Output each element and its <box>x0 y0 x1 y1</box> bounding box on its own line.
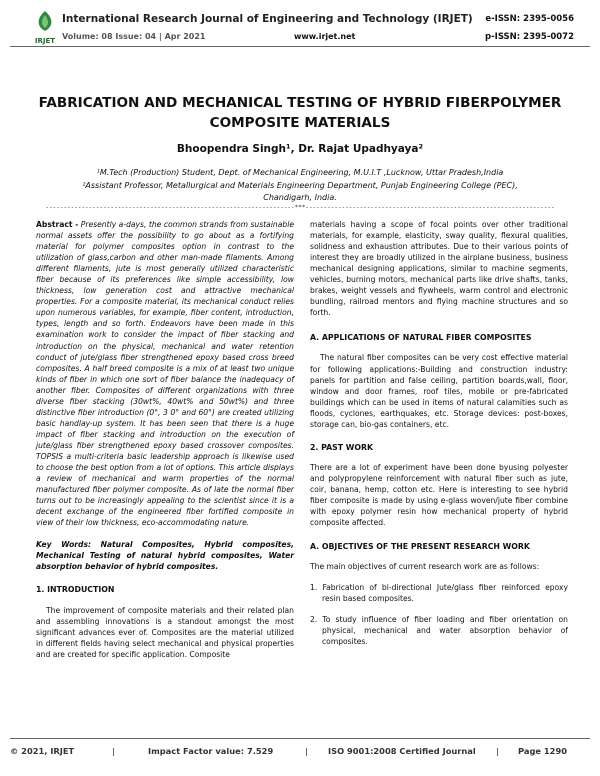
abstract <box>36 219 294 528</box>
introduction-continued: materials having a scope of focal points over other traditional materials, for example, elasticity, sway quality, flexural qualities, solidness and exhaustion attributes. Due to their various points of interest they are broadly utilized in the airplane business, business mechanical designing applications, similar to machine segments, vehicles, burning motors, mechanical parts like drive shafts, tanks, brakes, weight vessels and flywheels, warm control and electronic bundling, railroad mentors and flying machine structures and so forth. <box>310 220 568 318</box>
header-rule <box>10 46 590 47</box>
affiliation-2-line-1: ²Assistant Professor, Metallurgical and Materials Engineering Department, Punjab Engineering College (PEC), <box>82 181 518 190</box>
logo-text: IRJET <box>34 37 56 45</box>
copyright: © 2021, IRJET <box>10 746 75 756</box>
irjet-logo <box>32 10 58 46</box>
volume-issue: Volume: 08 Issue: 04 | Apr 2021 <box>62 32 206 41</box>
right-column <box>310 219 568 657</box>
journal-website[interactable]: www.irjet.net <box>294 32 356 41</box>
affiliation-1: ¹M.Tech (Production) Student, Dept. of Mechanical Engineering, M.U.I.T ,Lucknow, Uttar Pradesh,India <box>96 168 504 177</box>
paper-title <box>30 93 570 133</box>
p-issn: p-ISSN: 2395-0072 <box>485 32 574 42</box>
affiliation-2 <box>20 180 580 204</box>
keywords: Key Words: Natural Composites, Hybrid composites, Mechanical Testing of natural hybrid composites, Water absorption behavior of hybrid composites. <box>36 540 294 572</box>
objectives-intro: The main objectives of current research work are as follows: <box>310 562 540 572</box>
abstract-label: Abstract - <box>36 220 79 229</box>
impact-factor: Impact Factor value: 7.529 <box>148 746 274 756</box>
past-work-heading: 2. PAST WORK <box>310 442 374 452</box>
introduction-text: The improvement of composite materials and their related plan and assembling innovations is a standout amongst the most significant advances ever of. Composites are the material utilized in different fields having select mechanical and physical properties and are created for specific application. Composite <box>36 605 294 659</box>
footer-separator: | <box>112 746 116 756</box>
footer-separator: | <box>496 746 500 756</box>
applications-heading: A. APPLICATIONS OF NATURAL FIBER COMPOSITES <box>310 333 532 343</box>
past-work-text: There are a lot of experiment have been done byusing polyester and polypropylene reinforcement with natural fiber such as jute, coir, banana, hemp, cotton etc. Here is interesting to see hybrid fiber composite is made by using e-glass woven/jute fiber combine with epoxy polymer resin how mechanical property of hybrid composite affected. <box>310 462 568 528</box>
introduction-heading: 1. INTRODUCTION <box>36 585 115 595</box>
left-column <box>36 219 294 660</box>
applications-text: The natural fiber composites can be very cost effective material for following applications:-Building and construction industry: panels for partition and false ceiling, partition boards,wall, floor, window and door frames, roof tiles, mobile or pre-fabricated buildings which can be used in items of natural calamities such as floods, cyclones, earthquakes, etc. Storage devices: post-boxes, storage can, bio-gas containers, etc. <box>310 353 568 429</box>
journal-name: International Research Journal of Engineering and Technology (IRJET) <box>62 13 473 25</box>
objectives-heading: A. OBJECTIVES OF THE PRESENT RESEARCH WORK <box>310 542 530 552</box>
section-separator: ---------------------------------------------------------------------***--------------------------------------------------------------------- <box>45 204 555 211</box>
e-issn: e-ISSN: 2395-0056 <box>485 14 574 24</box>
objective-1: 1. Fabrication of bi-directional Jute/glass fiber reinforced epoxy resin based composites. <box>310 583 568 604</box>
abstract-text: Presently a-days, the common strands from sustainable normal assets offer the possibility to go about as a fortifying material for polymer composites option in contrast to the utilization of glass,carbon and other man-made filaments. Among different filaments, jute is most generally utilized characteristic fiber because of its preferences like simple accessibility, low thickness, low generation cost and attractive mechanical properties. For a composite material, its mechanical conduct relies upon numerous variables, for example, fiber content, introduction, types, length and so forth. Endeavors have been made in this examination work to consider the impact of fiber stacking and introduction on the physical, mechanical and water retention conduct of jute/glass fiber strengthened epoxy based cross breed composites. A half breed composite is a mix of at least two unique kinds of fiber in which one sort of fiber balance the inadequacy of another fiber. Composites of different organizations with three diverse fiber stacking (30wt%, 40wt% and 50wt%) and three distinctive fiber introduction (0°, 3 0° and 60°) are created utilizing basic handlay-up system. It has been seen that there is a huge impact of fiber stacking and introduction on the execution of jute/glass fiber strengthened epoxy based crossover composites. TOPSIS a multi-criteria basic leadership approach is likewise used to choose the best option from a lot of options. This article displays a review of mechanical and warm properties of the normal manufactured fiber polymer composite. As of late the normal fiber turns out to be increasingly appealing to the scientist since it is a decent exchange of the engineered fiber fortified composite in view of their low thickness, eco-accommodating nature. <box>36 220 294 528</box>
footer-separator: | <box>305 746 309 756</box>
affiliation-2-line-2: Chandigarh, India. <box>263 193 337 202</box>
footer-rule <box>10 738 590 739</box>
title-line-2: COMPOSITE MATERIALS <box>209 115 391 131</box>
page-number: Page 1290 <box>518 746 568 756</box>
iso-certification: ISO 9001:2008 Certified Journal <box>328 746 476 756</box>
objective-2: 2. To study influence of fiber loading and fiber orientation on physical, mechanical and water absorption behavior of composites. <box>310 615 568 647</box>
authors: Bhoopendra Singh¹, Dr. Rajat Upadhyaya² <box>176 143 424 155</box>
title-line-1: FABRICATION AND MECHANICAL TESTING OF HYBRID FIBERPOLYMER <box>38 95 562 111</box>
